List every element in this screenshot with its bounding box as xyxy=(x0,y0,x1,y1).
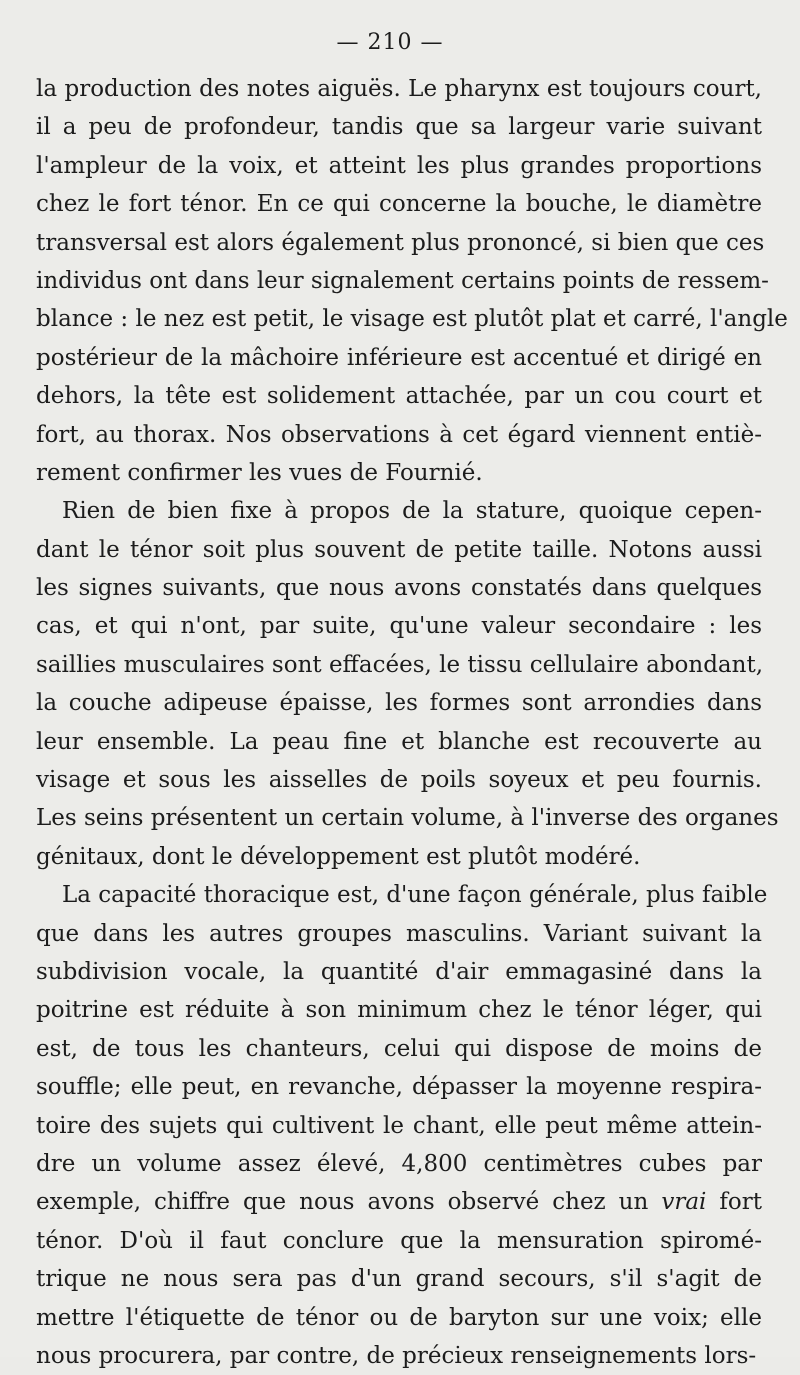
paragraph xyxy=(36,492,779,876)
text-line: la production des notes aiguës. Le pharynx est toujours court, xyxy=(36,76,762,102)
text-line: rement confirmer les vues de Fournié. xyxy=(36,459,483,486)
text-line: Rien de bien fixe à propos de la stature, quoique cepen- xyxy=(62,498,762,525)
text-line: poitrine est réduite à son minimum chez le ténor léger, qui xyxy=(36,997,762,1024)
page-number: — 210 — xyxy=(336,30,444,55)
text-line: il a peu de profondeur, tandis que sa largeur varie suivant xyxy=(36,114,762,141)
text-line: chez le fort ténor. En ce qui concerne la bouche, le diamètre xyxy=(36,191,762,218)
text-line: dre un volume assez élevé, 4,800 centimètres cubes par xyxy=(36,1150,762,1177)
text-line: fort, au thorax. Nos observations à cet égard viennent entiè- xyxy=(36,421,762,448)
paragraph xyxy=(36,876,768,1375)
text-line: ténor. D'où il faut conclure que la mensuration spiromé- xyxy=(36,1227,762,1254)
text-line: visage et sous les aisselles de poils soyeux et peu fournis. xyxy=(36,767,762,794)
text-line: la couche adipeuse épaisse, les formes sont arrondies dans xyxy=(36,690,762,717)
text-line: Les seins présentent un certain volume, à l'inverse des organes xyxy=(36,805,779,832)
text-line: mettre l'étiquette de ténor ou de baryton sur une voix; elle xyxy=(36,1304,762,1331)
text-line: exemple, chiffre que nous avons observé chez un vrai fort xyxy=(36,1189,762,1216)
text-line: est, de tous les chanteurs, celui qui dispose de moins de xyxy=(36,1035,762,1062)
text-line: souffle; elle peut, en revanche, dépasser la moyenne respira- xyxy=(36,1074,762,1101)
text-line: subdivision vocale, la quantité d'air emmagasiné dans la xyxy=(36,958,762,985)
text-line: cas, et qui n'ont, par suite, qu'une valeur secondaire : les xyxy=(36,613,762,640)
text-line: transversal est alors également plus prononcé, si bien que ces xyxy=(36,229,765,256)
text-line: trique ne nous sera pas d'un grand secours, s'il s'agit de xyxy=(36,1266,762,1293)
text-line: nous procurera, par contre, de précieux renseignements lors- xyxy=(36,1342,757,1369)
text-line: les signes suivants, que nous avons constatés dans quelques xyxy=(36,575,762,602)
text-line: toire des sujets qui cultivent le chant, elle peut même attein- xyxy=(36,1112,762,1139)
text-line: individus ont dans leur signalement certains points de ressem- xyxy=(36,267,769,294)
text-line: blance : le nez est petit, le visage est plutôt plat et carré, l'angle xyxy=(36,306,788,333)
paragraph xyxy=(36,70,788,492)
text-line: postérieur de la mâchoire inférieure est accentué et dirigé en xyxy=(36,344,762,371)
text-line: leur ensemble. La peau fine et blanche est recouverte au xyxy=(36,728,762,755)
text-line: génitaux, dont le développement est plutôt modéré. xyxy=(36,843,641,870)
body-text xyxy=(36,70,788,1375)
text-line: l'ampleur de la voix, et atteint les plus grandes proportions xyxy=(36,152,762,179)
text-line: saillies musculaires sont effacées, le tissu cellulaire abondant, xyxy=(36,651,764,678)
text-line: dant le ténor soit plus souvent de petite taille. Notons aussi xyxy=(36,536,762,563)
text-line: dehors, la tête est solidement attachée, par un cou court et xyxy=(36,383,762,410)
text-line: que dans les autres groupes masculins. Variant suivant la xyxy=(36,920,762,947)
text-line: La capacité thoracique est, d'une façon générale, plus faible xyxy=(62,882,768,909)
